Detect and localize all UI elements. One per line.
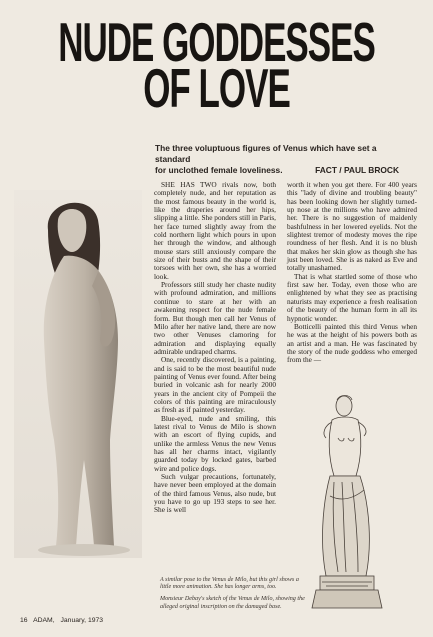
- standfirst-line-1: The three voluptuous figures of Venus which have set a standard: [155, 143, 377, 164]
- standfirst: [155, 143, 405, 176]
- standfirst-line-2: [155, 165, 405, 176]
- issue-date: January, 1973: [60, 617, 104, 624]
- model-photo: [14, 190, 142, 558]
- photo-captions: [160, 577, 308, 616]
- photo-caption: A similar pose to the Venus de Milo, but this girl shows a little more animation. She has longer arms, too.: [160, 577, 299, 591]
- paragraph: Such vulgar precautions, fortunately, have never been employed at the domain of the third famous Venus, also nude, but you have to go up 193 steps to see her. She is well: [154, 472, 276, 515]
- standfirst-line-2-text: for unclothed female loveliness.: [155, 165, 283, 175]
- paragraph: One, recently discovered, is a painting, and is said to be the most beautiful nude painting of Venus ever found. After being buried in volcanic ash for nearly 2000 years in the ancient city of Pompeii the colors of this painting are miraculously as fresh as if painted yesterday.: [154, 355, 276, 415]
- paragraph: worth it when you get there. For 400 years this "lady of divine and troubling beauty" has been looking down her slightly turned-up nose at the millions who have admired her. There is no suggestion of maidenly bashfulness in her lowered eyelids. Not the slightest tremor of modesty moves the ripe roundness of her flesh. And it is no blush that makes her skin glow as though she has just been loved. She is as naked as Eve and totally unashamed.: [287, 180, 417, 273]
- article-column-1: [154, 181, 276, 515]
- page-number: 16: [20, 617, 28, 624]
- paragraph: Botticelli painted this third Venus when he was at the height of his powers both as an artist and a man. He was fascinated by the story of the nude goddess who emerged from the —: [287, 321, 417, 365]
- article-column-2: [287, 181, 417, 365]
- paragraph: Blue-eyed, nude and smiling, this latest rival to Venus de Milo is shown with an escort of flying cupids, and unlike the armless Venus the new Venus has all her charms intact, vigilantly guarded today by locked gates, barbed wire and police dogs.: [154, 413, 276, 473]
- model-photo-illustration: [14, 190, 142, 558]
- page-footer: [20, 617, 107, 624]
- paragraph: Professors still study her chaste nudity with profound admiration, and millions continue to stare at her with an awakening respect for the nude female form. But though men call her Venus of Milo after her native land, there are now two other Venuses clamoring for admiration and displaying equally admirable undraped charms.: [154, 280, 276, 356]
- headline-line-2: OF LOVE: [143, 58, 290, 120]
- author-credit: FACT / PAUL BROCK: [315, 165, 399, 175]
- venus-de-milo-sketch: [302, 386, 394, 612]
- statue-illustration: [302, 386, 394, 612]
- paragraph: That is what startled some of those who first saw her. Today, even those who are enlightened by what they see as practising naturists may experience a fresh realisation of the beauty of the human form in all its hypnotic wonder.: [287, 271, 417, 323]
- headline-line-1: NUDE GODDESSES: [58, 12, 375, 74]
- magazine-name: ADAM,: [33, 617, 55, 624]
- paragraph: SHE HAS TWO rivals now, both completely nude, and her reputation as the most famous beauty in the world is, like the draperies around her hips, slipping a little. She ponders still in Paris, her face turned slightly away from the cold northern light which pours in upon her through the window, and although mouse stars still anxiously compare the size of their busts and the shape of their torsoes with her own, she has a worried look.: [154, 180, 276, 281]
- sketch-caption: Monsieur Debay's sketch of the Venus de Milo, showing the alleged original inscription on the damaged base.: [160, 596, 305, 610]
